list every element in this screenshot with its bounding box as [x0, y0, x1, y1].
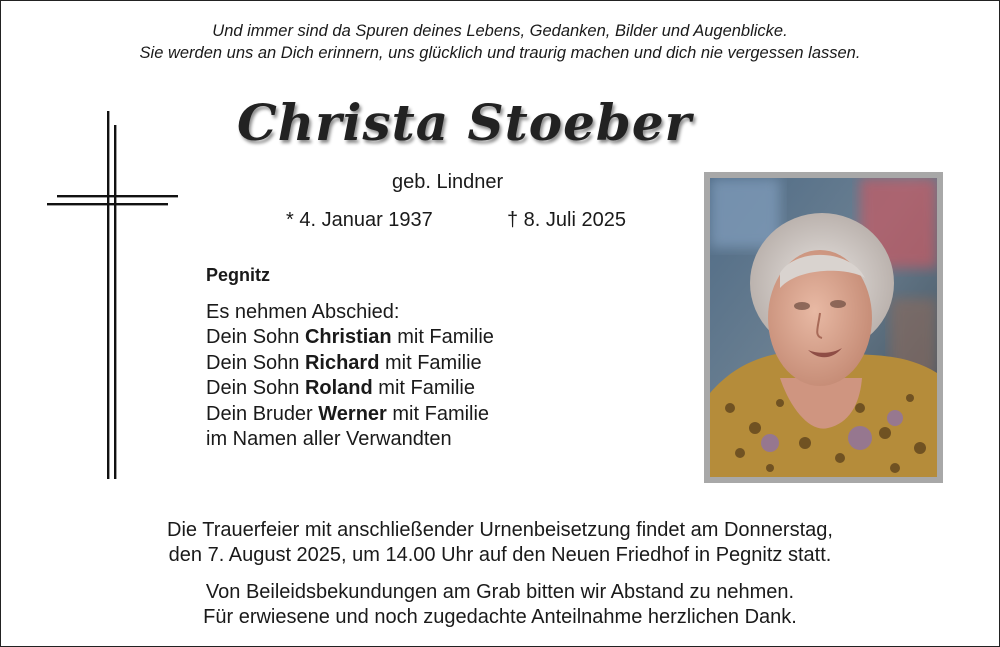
mourner-entry [206, 376, 494, 401]
mourner-entry [206, 402, 494, 427]
quote-line-2: Sie werden uns an Dich erinnern, uns glücklich und traurig machen und dich nie vergessen lassen. [139, 44, 861, 62]
mourner-name: Roland [304, 377, 373, 400]
mourners-closing: im Namen aller Verwandten [206, 428, 452, 451]
birth-date: * 4. Januar 1937 [286, 209, 433, 231]
memorial-quote [1, 20, 999, 64]
mourner-relation: Dein Sohn [206, 326, 305, 349]
mourner-suffix: mit Familie [379, 351, 482, 374]
mourner-relation: Dein Sohn [206, 351, 305, 374]
note-line-2: Für erwiesene und noch zugedachte Anteilnahme herzlichen Dank. [203, 606, 797, 628]
mourner-relation: Dein Sohn [206, 377, 305, 400]
mourner-entry [206, 351, 494, 376]
mourner-suffix: mit Familie [372, 377, 475, 400]
mourner-name: Christian [304, 326, 392, 349]
mourner-suffix: mit Familie [386, 402, 490, 425]
deceased-name: Christa Stoeber [237, 93, 693, 152]
maiden-name: geb. Lindner [392, 171, 504, 193]
mourner-name: Werner [318, 402, 387, 425]
mourner-suffix: mit Familie [391, 326, 494, 349]
note-line-1: Von Beileidsbekundungen am Grab bitten wir Abstand zu nehmen. [205, 581, 795, 603]
place-name: Pegnitz [206, 265, 271, 285]
mourners-list [206, 300, 494, 452]
portrait-frame [704, 172, 943, 483]
mourner-entry [206, 325, 494, 350]
portrait-photo [710, 178, 937, 477]
quote-line-1: Und immer sind da Spuren deines Lebens, Gedanken, Bilder und Augenblicke. [212, 22, 788, 40]
death-date: † 8. Juli 2025 [507, 209, 626, 231]
cross-icon [47, 109, 181, 481]
ceremony-line-2: den 7. August 2025, um 14.00 Uhr auf den Neuen Friedhof in Pegnitz statt. [168, 544, 832, 566]
mourner-name: Richard [304, 351, 380, 374]
mourner-relation: Dein Bruder [206, 402, 319, 425]
ceremony-line-1: Die Trauerfeier mit anschließender Urnenbeisetzung findet am Donnerstag, [167, 519, 833, 541]
closing-note [1, 580, 999, 630]
ceremony-info [1, 518, 999, 568]
mourners-intro: Es nehmen Abschied: [206, 301, 400, 323]
